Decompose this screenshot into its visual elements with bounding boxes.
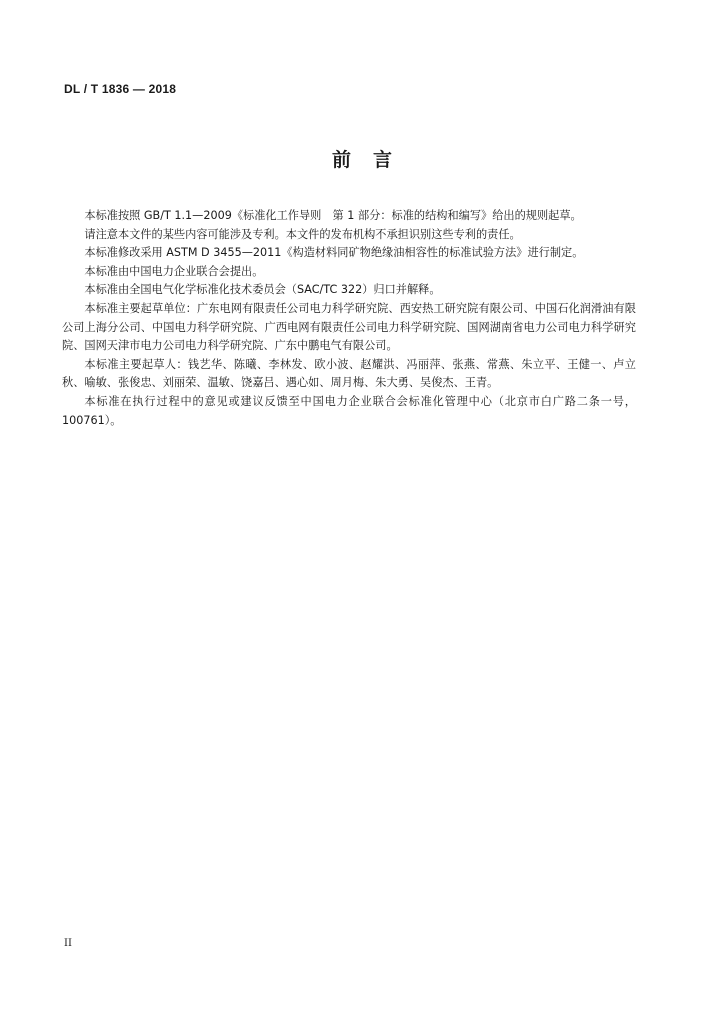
page-number: II	[64, 938, 72, 949]
paragraph-proposer: 本标准由中国电力企业联合会提出。	[84, 264, 264, 278]
paragraph-committee: 本标准由全国电气化学标准化技术委员会（SAC/TC 322）归口并解释。	[84, 283, 441, 297]
paragraph-feedback: 本标准在执行过程中的意见或建议反馈至中国电力企业联合会标准化管理中心（北京市白广路二条一号，100761）。	[62, 394, 636, 427]
document-code-header: DL / T 1836 — 2018	[64, 82, 177, 96]
paragraph-patent-notice: 请注意本文件的某些内容可能涉及专利。本文件的发布机构不承担识别这些专利的责任。	[84, 227, 521, 241]
paragraph-drafting-rules: 本标准按照 GB/T 1.1—2009《标准化工作导则 第 1 部分：标准的结构和编写》给出的规则起草。	[84, 209, 582, 222]
paragraph-adoption: 本标准修改采用 ASTM D 3455—2011《构造材料同矿物绝缘油相容性的标准试验方法》进行制定。	[84, 246, 584, 260]
paragraph-drafting-units: 本标准主要起草单位：广东电网有限责任公司电力科学研究院、西安热工研究院有限公司、中国石化润滑油有限公司上海分公司、中国电力科学研究院、广西电网有限责任公司电力科学研究院、国网湖南省电力公司电力科学研究院、国网天津市电力公司电力科学研究院、广东中鹏电气有限公司。	[62, 301, 636, 353]
foreword-body	[62, 207, 636, 430]
paragraph-drafters: 本标准主要起草人：钱艺华、陈曦、李林发、欧小波、赵耀洪、冯丽萍、张燕、常燕、朱立平、王健一、卢立秋、喻敏、张俊忠、刘丽荣、温敏、饶嘉吕、遇心如、周月梅、朱大勇、吴俊杰、王青。	[62, 357, 636, 390]
page-title: 前言	[331, 149, 414, 171]
